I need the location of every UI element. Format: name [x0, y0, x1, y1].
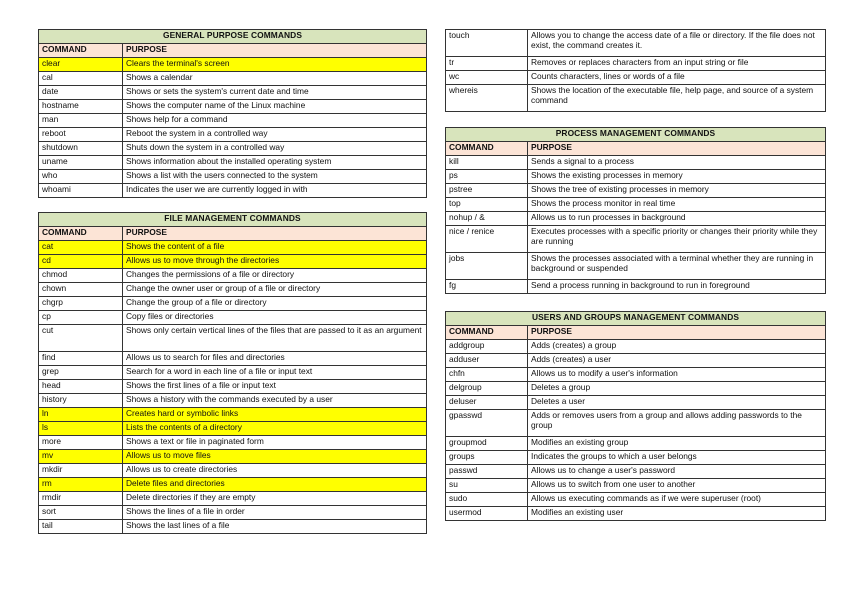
- purpose-cell: Shows the location of the executable file, help page, and source of a system command: [528, 85, 826, 112]
- purpose-cell: Allows us to modify a user's information: [528, 368, 826, 382]
- purpose-cell: Shows the first lines of a file or input text: [123, 380, 427, 394]
- purpose-cell: Clears the terminal's screen: [123, 58, 427, 72]
- command-cell: nohup / &: [446, 212, 528, 226]
- file-management-continued-table: [445, 29, 826, 112]
- table-title: PROCESS MANAGEMENT COMMANDS: [446, 128, 826, 142]
- table-row: [446, 85, 826, 112]
- column-header-purpose: PURPOSE: [528, 142, 826, 156]
- command-cell: shutdown: [39, 142, 123, 156]
- purpose-cell: Reboot the system in a controlled way: [123, 128, 427, 142]
- command-cell: rmdir: [39, 492, 123, 506]
- table-row: [39, 464, 427, 478]
- command-cell: head: [39, 380, 123, 394]
- table-row: [39, 72, 427, 86]
- command-cell: pstree: [446, 184, 528, 198]
- table-row: [39, 422, 427, 436]
- command-cell: hostname: [39, 100, 123, 114]
- table-row: [446, 226, 826, 253]
- purpose-cell: Shows a calendar: [123, 72, 427, 86]
- table-row: [39, 283, 427, 297]
- table-row: [446, 507, 826, 521]
- command-cell: ps: [446, 170, 528, 184]
- table-row: [39, 450, 427, 464]
- purpose-cell: Allows you to change the access date of a file or directory. If the file does not exist, the command creates it.: [528, 30, 826, 57]
- column-header-row: [39, 44, 427, 58]
- file-management-table: [38, 212, 427, 534]
- table-row: [446, 198, 826, 212]
- table-row: [446, 253, 826, 280]
- table-row: [39, 520, 427, 534]
- command-cell: history: [39, 394, 123, 408]
- table-row: [446, 382, 826, 396]
- table-row: [39, 184, 427, 198]
- table-row: [446, 437, 826, 451]
- purpose-cell: Shows only certain vertical lines of the files that are passed to it as an argument: [123, 325, 427, 352]
- command-cell: gpasswd: [446, 410, 528, 437]
- purpose-cell: Delete files and directories: [123, 478, 427, 492]
- column-header-row: [446, 142, 826, 156]
- command-cell: whoami: [39, 184, 123, 198]
- purpose-cell: Delete directories if they are empty: [123, 492, 427, 506]
- purpose-cell: Removes or replaces characters from an input string or file: [528, 57, 826, 71]
- purpose-cell: Modifies an existing user: [528, 507, 826, 521]
- command-cell: delgroup: [446, 382, 528, 396]
- table-row: [39, 297, 427, 311]
- command-cell: cal: [39, 72, 123, 86]
- purpose-cell: Allows us to switch from one user to another: [528, 479, 826, 493]
- table-row: [446, 156, 826, 170]
- general-purpose-table: [38, 29, 427, 198]
- purpose-cell: Allows us to move files: [123, 450, 427, 464]
- purpose-cell: Indicates the groups to which a user belongs: [528, 451, 826, 465]
- column-header-command: COMMAND: [39, 44, 123, 58]
- table-row: [39, 408, 427, 422]
- purpose-cell: Change the group of a file or directory: [123, 297, 427, 311]
- table-row: [39, 100, 427, 114]
- command-cell: cp: [39, 311, 123, 325]
- command-cell: cat: [39, 241, 123, 255]
- purpose-cell: Allows us to change a user's password: [528, 465, 826, 479]
- command-cell: chmod: [39, 269, 123, 283]
- command-cell: chfn: [446, 368, 528, 382]
- table-title-row: [446, 128, 826, 142]
- table-row: [39, 325, 427, 352]
- command-cell: cd: [39, 255, 123, 269]
- table-row: [446, 410, 826, 437]
- command-cell: tr: [446, 57, 528, 71]
- table-row: [39, 142, 427, 156]
- purpose-cell: Adds or removes users from a group and allows adding passwords to the group: [528, 410, 826, 437]
- table-row: [39, 170, 427, 184]
- table-row: [446, 280, 826, 294]
- command-cell: nice / renice: [446, 226, 528, 253]
- command-cell: chown: [39, 283, 123, 297]
- purpose-cell: Allows us to create directories: [123, 464, 427, 478]
- command-cell: man: [39, 114, 123, 128]
- table-row: [446, 368, 826, 382]
- purpose-cell: Shows the lines of a file in order: [123, 506, 427, 520]
- table-row: [39, 128, 427, 142]
- command-cell: whereis: [446, 85, 528, 112]
- table-row: [39, 478, 427, 492]
- table-row: [446, 71, 826, 85]
- users-groups-management-table: [445, 311, 826, 521]
- command-cell: grep: [39, 366, 123, 380]
- command-cell: mkdir: [39, 464, 123, 478]
- command-cell: find: [39, 352, 123, 366]
- purpose-cell: Allows us executing commands as if we were superuser (root): [528, 493, 826, 507]
- table-row: [446, 212, 826, 226]
- table-row: [39, 241, 427, 255]
- table-row: [39, 436, 427, 450]
- purpose-cell: Shows a history with the commands executed by a user: [123, 394, 427, 408]
- process-management-table: [445, 127, 826, 294]
- table-row: [446, 396, 826, 410]
- purpose-cell: Shows a list with the users connected to the system: [123, 170, 427, 184]
- table-row: [39, 311, 427, 325]
- table-row: [39, 352, 427, 366]
- table-row: [39, 394, 427, 408]
- column-header-purpose: PURPOSE: [123, 44, 427, 58]
- purpose-cell: Modifies an existing group: [528, 437, 826, 451]
- purpose-cell: Executes processes with a specific priority or changes their priority while they are running: [528, 226, 826, 253]
- table-title-row: [39, 213, 427, 227]
- command-cell: sort: [39, 506, 123, 520]
- command-cell: uname: [39, 156, 123, 170]
- table-row: [446, 354, 826, 368]
- purpose-cell: Creates hard or symbolic links: [123, 408, 427, 422]
- purpose-cell: Adds (creates) a user: [528, 354, 826, 368]
- command-cell: wc: [446, 71, 528, 85]
- purpose-cell: Shows the last lines of a file: [123, 520, 427, 534]
- purpose-cell: Indicates the user we are currently logged in with: [123, 184, 427, 198]
- purpose-cell: Adds (creates) a group: [528, 340, 826, 354]
- purpose-cell: Shows the computer name of the Linux machine: [123, 100, 427, 114]
- purpose-cell: Shows a text or file in paginated form: [123, 436, 427, 450]
- command-cell: su: [446, 479, 528, 493]
- table-row: [446, 184, 826, 198]
- purpose-cell: Sends a signal to a process: [528, 156, 826, 170]
- purpose-cell: Counts characters, lines or words of a file: [528, 71, 826, 85]
- column-header-row: [39, 227, 427, 241]
- command-cell: reboot: [39, 128, 123, 142]
- purpose-cell: Shows help for a command: [123, 114, 427, 128]
- table-row: [446, 493, 826, 507]
- purpose-cell: Shows the process monitor in real time: [528, 198, 826, 212]
- command-cell: deluser: [446, 396, 528, 410]
- command-cell: passwd: [446, 465, 528, 479]
- table-row: [39, 58, 427, 72]
- command-cell: sudo: [446, 493, 528, 507]
- command-cell: fg: [446, 280, 528, 294]
- table-row: [446, 451, 826, 465]
- purpose-cell: Shows the processes associated with a terminal whether they are running in background or suspended: [528, 253, 826, 280]
- column-header-row: [446, 326, 826, 340]
- table-title: USERS AND GROUPS MANAGEMENT COMMANDS: [446, 312, 826, 326]
- command-cell: groups: [446, 451, 528, 465]
- command-cell: date: [39, 86, 123, 100]
- purpose-cell: Lists the contents of a directory: [123, 422, 427, 436]
- command-cell: ln: [39, 408, 123, 422]
- table-row: [39, 255, 427, 269]
- purpose-cell: Shows the content of a file: [123, 241, 427, 255]
- purpose-cell: Copy files or directories: [123, 311, 427, 325]
- command-cell: ls: [39, 422, 123, 436]
- command-cell: who: [39, 170, 123, 184]
- command-cell: cut: [39, 325, 123, 352]
- command-cell: tail: [39, 520, 123, 534]
- table-title: GENERAL PURPOSE COMMANDS: [39, 30, 427, 44]
- table-row: [39, 380, 427, 394]
- table-row: [39, 366, 427, 380]
- table-row: [446, 30, 826, 57]
- purpose-cell: Shows information about the installed operating system: [123, 156, 427, 170]
- command-cell: clear: [39, 58, 123, 72]
- purpose-cell: Deletes a user: [528, 396, 826, 410]
- column-header-command: COMMAND: [39, 227, 123, 241]
- command-cell: mv: [39, 450, 123, 464]
- table-row: [446, 479, 826, 493]
- purpose-cell: Shows the tree of existing processes in memory: [528, 184, 826, 198]
- table-row: [39, 269, 427, 283]
- column-header-purpose: PURPOSE: [123, 227, 427, 241]
- command-cell: top: [446, 198, 528, 212]
- table-row: [39, 492, 427, 506]
- purpose-cell: Shows the existing processes in memory: [528, 170, 826, 184]
- table-row: [446, 57, 826, 71]
- table-row: [446, 340, 826, 354]
- command-cell: jobs: [446, 253, 528, 280]
- table-row: [446, 465, 826, 479]
- table-row: [39, 86, 427, 100]
- table-row: [39, 114, 427, 128]
- command-cell: chgrp: [39, 297, 123, 311]
- purpose-cell: Deletes a group: [528, 382, 826, 396]
- column-header-command: COMMAND: [446, 326, 528, 340]
- purpose-cell: Send a process running in background to run in foreground: [528, 280, 826, 294]
- purpose-cell: Change the owner user or group of a file or directory: [123, 283, 427, 297]
- command-cell: more: [39, 436, 123, 450]
- table-title-row: [39, 30, 427, 44]
- table-row: [39, 156, 427, 170]
- column-header-command: COMMAND: [446, 142, 528, 156]
- command-cell: rm: [39, 478, 123, 492]
- command-cell: kill: [446, 156, 528, 170]
- command-cell: usermod: [446, 507, 528, 521]
- purpose-cell: Changes the permissions of a file or directory: [123, 269, 427, 283]
- command-cell: groupmod: [446, 437, 528, 451]
- command-cell: touch: [446, 30, 528, 57]
- table-title: FILE MANAGEMENT COMMANDS: [39, 213, 427, 227]
- command-cell: addgroup: [446, 340, 528, 354]
- table-row: [39, 506, 427, 520]
- table-title-row: [446, 312, 826, 326]
- command-cell: adduser: [446, 354, 528, 368]
- purpose-cell: Allows us to run processes in background: [528, 212, 826, 226]
- purpose-cell: Allows us to search for files and directories: [123, 352, 427, 366]
- purpose-cell: Shows or sets the system's current date and time: [123, 86, 427, 100]
- purpose-cell: Shuts down the system in a controlled way: [123, 142, 427, 156]
- column-header-purpose: PURPOSE: [528, 326, 826, 340]
- purpose-cell: Search for a word in each line of a file or input text: [123, 366, 427, 380]
- table-row: [446, 170, 826, 184]
- purpose-cell: Allows us to move through the directories: [123, 255, 427, 269]
